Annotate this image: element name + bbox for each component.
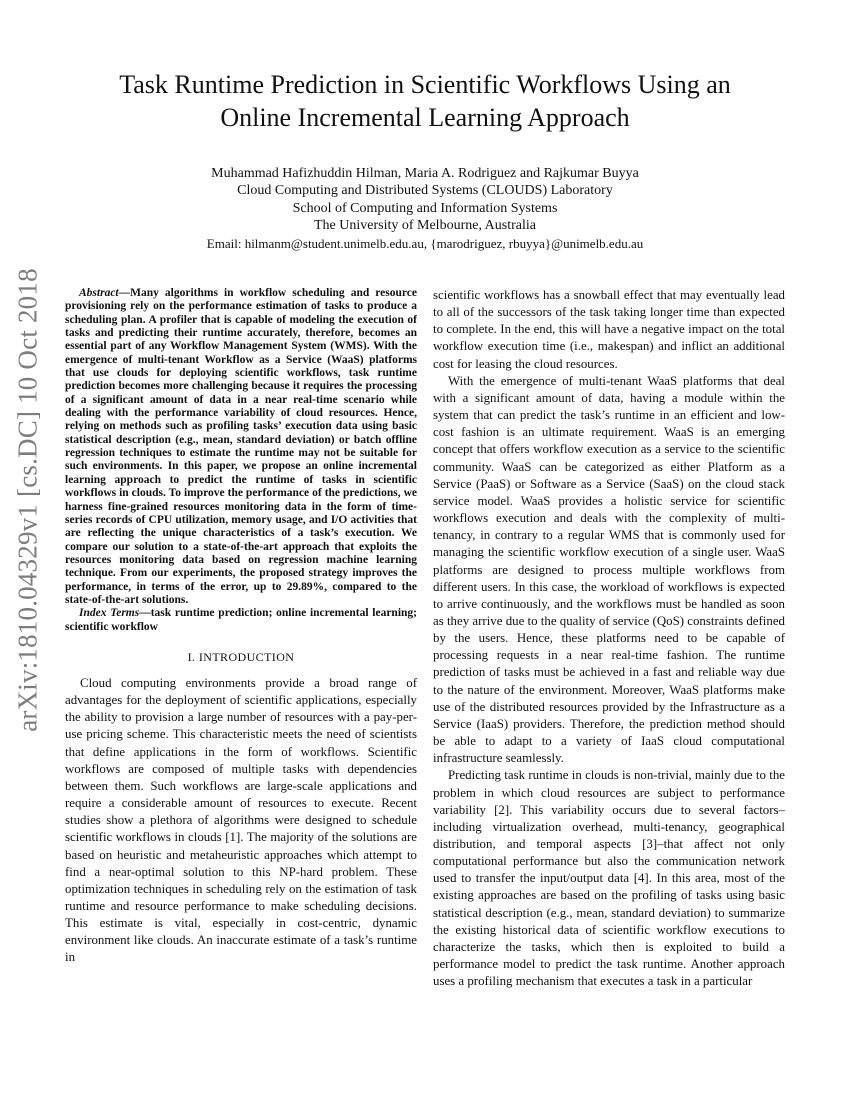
author-school: School of Computing and Information Systems: [292, 200, 558, 216]
title-line-2: Online Incremental Learning Approach: [220, 103, 630, 132]
abstract-text: —Many algorithms in workflow scheduling and resource provisioning rely on the performance estimation of tasks to produce a scheduling plan. A profiler that is capable of modeling the execution of tasks and predicting their runtime accurately, therefore, becomes an essential part of any Workflow Management System (WMS). With the emergence of multi-tenant Workflow as a Service (WaaS) platforms that use clouds for deploying scientific workflows, task runtime prediction becomes more challenging because it requires the processing of a significant amount of data in a near real-time scenario while dealing with the performance variability of cloud resources. Hence, relying on methods such as profiling tasks’ execution data using basic statistical description (e.g., mean, standard deviation) or batch offline regression techniques to estimate the runtime may not be suitable for such environments. In this paper, we propose an online incremental learning approach to predict the runtime of tasks in scientific workflows in clouds. To improve the performance of the predictions, we harness fine-grained resources monitoring data in the form of time-series records of CPU utilization, memory usage, and I/O activities that are reflecting the unique characteristics of a task’s execution. We compare our solution to a state-of-the-art approach that exploits the resources monitoring data based on regression machine learning technique. From our experiments, the proposed strategy improves the performance, in terms of the error, up to 29.89%, compared to the state-of-the-art solutions.: [65, 287, 417, 606]
arxiv-stamp-text: arXiv:1810.04329v1 [cs.DC] 10 Oct 2018: [12, 268, 43, 732]
intro-paragraph-continued: scientific workflows has a snowball effect that may eventually lead to all of the successors of the task taking longer time than expected to complete. In the end, this will have a negative impact on the total workflow execution time (i.e., makespan) and inflict an additional cost for leasing the cloud resources.: [433, 288, 785, 371]
index-terms-text: —task runtime prediction; online incremental learning; scientific workflow: [65, 607, 417, 633]
author-emails: Email: hilmanm@student.unimelb.edu.au, {marodriguez, rbuyya}@unimelb.edu.au: [206, 235, 644, 251]
index-terms-label: Index Terms: [79, 607, 140, 620]
paper-header: [60, 68, 790, 252]
intro-paragraph-3: Predicting task runtime in clouds is non-trivial, mainly due to the problem in which cloud resources are subject to performance variability [2]. This variability occurs due to several factors–including virtualization overhead, multi-tenancy, geographical distribution, and temporal aspects [3]–that affect not only computational performance but also the communication network used to transfer the input/output data [4]. In this area, most of the existing approaches are based on the profiling of tasks using basic statistical description (e.g., mean, standard deviation) to summarize the existing historical data of scientific workflow executions to characterize the tasks, which then is exploited to build a performance model to predict the task runtime. Another approach uses a profiling mechanism that executes a task in a particular: [433, 768, 785, 989]
intro-paragraph-1: Cloud computing environments provide a broad range of advantages for the deployment of scientific applications, especially the ability to provision a large number of resources with a pay-per-use pricing scheme. This characteristic meets the need of scientists that define applications in the form of workflows. Scientific workflows are composed of multiple tasks with dependencies between them. Such workflows are large-scale applications and require a considerable amount of resources to execute. Recent studies show a plethora of algorithms were designed to schedule scientific workflows in clouds [1]. The majority of the solutions are based on heuristic and metaheuristic approaches which attempt to find a near-optimal solution to this NP-hard problem. These optimization techniques in scheduling rely on the estimation of task runtime and resource performance to make scheduling decisions. This estimate is vital, especially in cost-centric, dynamic environment like clouds. An inaccurate estimate of a task’s runtime in: [65, 675, 417, 965]
intro-paragraph-2: With the emergence of multi-tenant WaaS platforms that deal with a significant amount of data, having a module within the system that can predict the task’s runtime in an efficient and low-cost fashion is an ultimate requirement. WaaS is an emerging concept that offers workflow execution as a service to the scientific community. WaaS can be categorized as either Platform as a Service (PaaS) or Software as a Service (SaaS) on the cloud stack service model. WaaS provides a holistic service for scientific workflows execution and deals with the complexity of multi-tenancy, in contrary to a regular WMS that is commonly used for managing the scientific workflow execution of a single user. WaaS platforms are designed to process multiple workflows from different users. In this case, the workload of workflows is expected to arrive continuously, and the workflows must be handled as soon as they arrive due to the quality of service (QoS) constraints defined by the users. Hence, these platforms need to be capable of processing requests in a near real-time fashion. The runtime prediction of tasks must be achieved in a fast and reliable way due to the nature of the environment. Moreover, WaaS platforms make use of the distributed resources provided by the Infrastructure as a Service (IaaS) providers. Therefore, the prediction method should be able to adapt to a variety of IaaS cloud computational infrastructure seamlessly.: [433, 373, 785, 766]
abstract: [65, 287, 417, 607]
section-heading-introduction: I. INTRODUCTION: [187, 649, 295, 664]
author-university: The University of Melbourne, Australia: [313, 218, 536, 234]
title-line-1: Task Runtime Prediction in Scientific Workflows Using an: [119, 70, 731, 99]
author-block: [60, 165, 790, 252]
left-column: [65, 287, 417, 967]
arxiv-identifier-stamp: [6, 268, 50, 732]
paper-title: [60, 68, 790, 134]
index-terms: [65, 607, 417, 634]
abstract-label: Abstract: [79, 287, 119, 299]
author-lab: Cloud Computing and Distributed Systems (CLOUDS) Laboratory: [237, 183, 613, 199]
right-column: [433, 287, 785, 990]
author-names: Muhammad Hafizhuddin Hilman, Maria A. Rodriguez and Rajkumar Buyya: [211, 166, 639, 181]
